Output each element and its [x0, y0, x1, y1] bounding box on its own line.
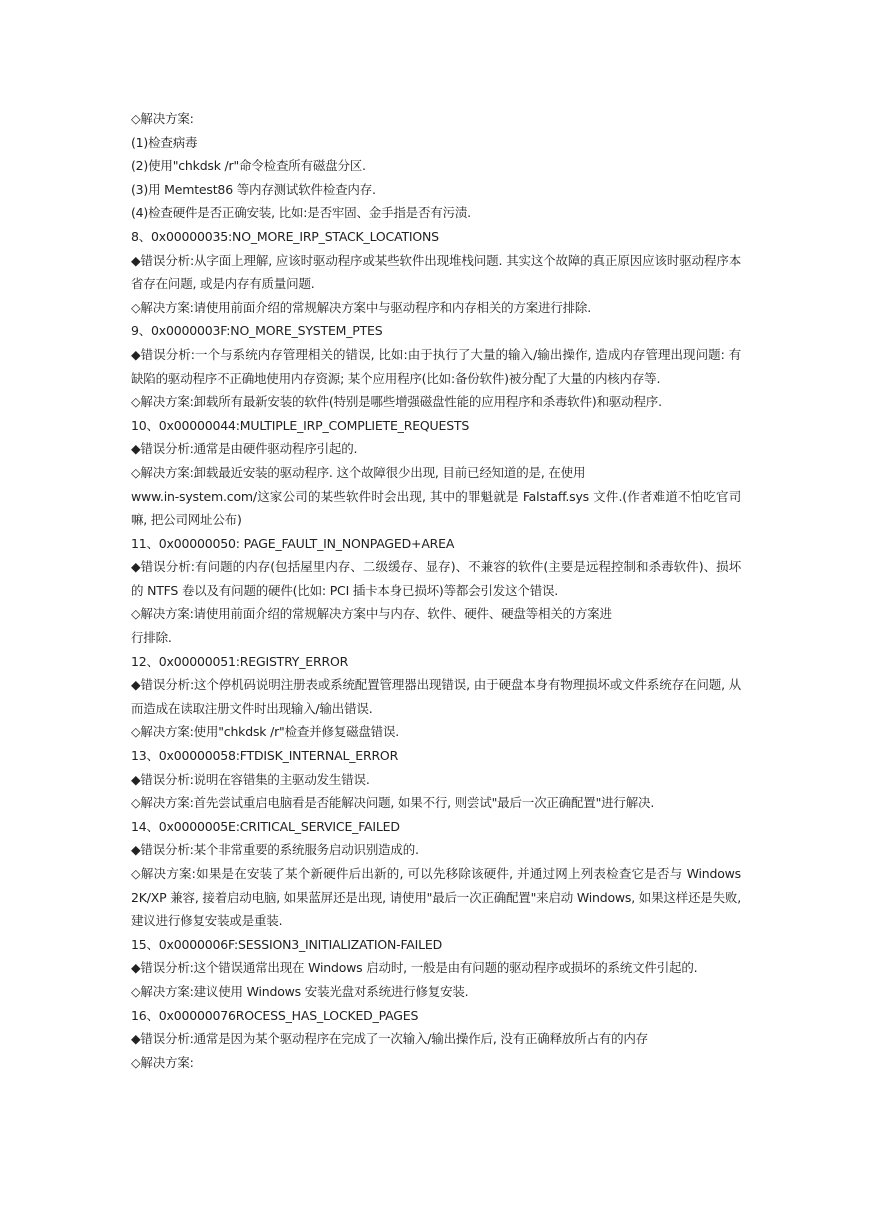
- solution-14: ◇解决方案:如果是在安装了某个新硬件后出新的, 可以先移除该硬件, 并通过网上列表检查它是否与 Windows 2K/XP 兼容, 接着启动电脑, 如果蓝屏还是出现, 请使用"最后一次正确配置"来启动 Windows, 如果这样还是失败, 建议进行修复安装或是重装.: [131, 866, 741, 929]
- solution-16: ◇解决方案:: [131, 1054, 194, 1070]
- solution-12: ◇解决方案:使用"chkdsk /r"检查并修复磁盘错误.: [131, 724, 400, 740]
- error-analysis-13: ◆错误分析:说明在容错集的主驱动发生错误.: [131, 771, 370, 787]
- solution-11-continued: 行排除.: [131, 630, 172, 646]
- solution-8: ◇解决方案:请使用前面介绍的常规解决方案中与驱动程序和内存相关的方案进行排除.: [131, 299, 591, 315]
- error-analysis-11: ◆错误分析:有问题的内存(包括屋里内存、二级缓存、显存)、不兼容的软件(主要是远程控制和杀毒软件)、损坏的 NTFS 卷以及有问题的硬件(比如: PCI 插卡本身已损坏)等都会引发这个错误.: [131, 559, 741, 598]
- solution-step-1: (1)检查病毒: [131, 134, 198, 150]
- error-analysis-10: ◆错误分析:通常是由硬件驱动程序引起的.: [131, 441, 358, 457]
- error-code-heading-10: 10、0x00000044:MULTIPLE_IRP_COMPLIETE_REQUESTS: [131, 417, 470, 433]
- error-analysis-9: ◆错误分析:一个与系统内存管理相关的错误, 比如:由于执行了大量的输入/输出操作, 造成内存管理出现问题: 有缺陷的驱动程序不正确地使用内存资源; 某个应用程序(比如:备份软件)被分配了大量的内核内存等.: [131, 346, 741, 386]
- solution-15: ◇解决方案:建议使用 Windows 安装光盘对系统进行修复安装.: [131, 983, 469, 999]
- error-code-heading-16: 16、0x00000076ROCESS_HAS_LOCKED_PAGES: [131, 1007, 419, 1023]
- error-analysis-15: ◆错误分析:这个错误通常出现在 Windows 启动时, 一般是由有问题的驱动程序或损坏的系统文件引起的.: [131, 960, 698, 976]
- solution-10: ◇解决方案:卸载最近安装的驱动程序. 这个故障很少出现, 目前已经知道的是, 在使用: [131, 464, 586, 480]
- solution-heading: ◇解决方案:: [131, 111, 194, 126]
- solution-13: ◇解决方案:首先尝试重启电脑看是否能解决问题, 如果不行, 则尝试"最后一次正确配置"进行解决.: [131, 795, 655, 811]
- error-code-heading-12: 12、0x00000051:REGISTRY_ERROR: [131, 653, 349, 669]
- solution-step-3: (3)用 Memtest86 等内存测试软件检查内存.: [131, 181, 376, 197]
- document-body: [131, 107, 741, 1074]
- solution-11: ◇解决方案:请使用前面介绍的常规解决方案中与内存、软件、硬件、硬盘等相关的方案进: [131, 606, 612, 622]
- error-code-heading-14: 14、0x0000005E:CRITICAL_SERVICE_FAILED: [131, 818, 400, 834]
- error-code-heading-11: 11、0x00000050: PAGE_FAULT_IN_NONPAGED+AREA: [131, 535, 455, 551]
- error-code-heading-13: 13、0x00000058:FTDISK_INTERNAL_ERROR: [131, 748, 399, 764]
- error-analysis-14: ◆错误分析:某个非常重要的系统服务启动识别造成的.: [131, 842, 419, 858]
- error-code-heading-8: 8、0x00000035:NO_MORE_IRP_STACK_LOCATIONS: [131, 228, 439, 244]
- solution-step-2: (2)使用"chkdsk /r"命令检查所有磁盘分区.: [131, 158, 366, 174]
- error-analysis-12: ◆错误分析:这个停机码说明注册表或系统配置管理器出现错误, 由于硬盘本身有物理损坏或文件系统存在问题, 从而造成在读取注册文件时出现输入/输出错误.: [131, 677, 741, 716]
- error-code-heading-15: 15、0x0000006F:SESSION3_INITIALIZATION-FAILED: [131, 936, 443, 952]
- solution-step-4: (4)检查硬件是否正确安装, 比如:是否牢固、金手指是否有污渍.: [131, 205, 471, 221]
- error-code-heading-9: 9、0x0000003F:NO_MORE_SYSTEM_PTES: [131, 323, 383, 339]
- solution-10-continued: www.in-system.com/这家公司的某些软件时会出现, 其中的罪魁就是 Falstaff.sys 文件.(作者难道不怕吃官司嘛, 把公司网址公布): [131, 488, 741, 528]
- error-analysis-8: ◆错误分析:从字面上理解, 应该时驱动程序或某些软件出现堆栈问题. 其实这个故障的真正原因应该时驱动程序本省存在问题, 或是内存有质量问题.: [131, 252, 741, 292]
- error-analysis-16: ◆错误分析:通常是因为某个驱动程序在完成了一次输入/输出操作后, 没有正确释放所占有的内存: [131, 1031, 648, 1047]
- solution-9: ◇解决方案:卸载所有最新安装的软件(特别是哪些增强磁盘性能的应用程序和杀毒软件)和驱动程序.: [131, 394, 662, 410]
